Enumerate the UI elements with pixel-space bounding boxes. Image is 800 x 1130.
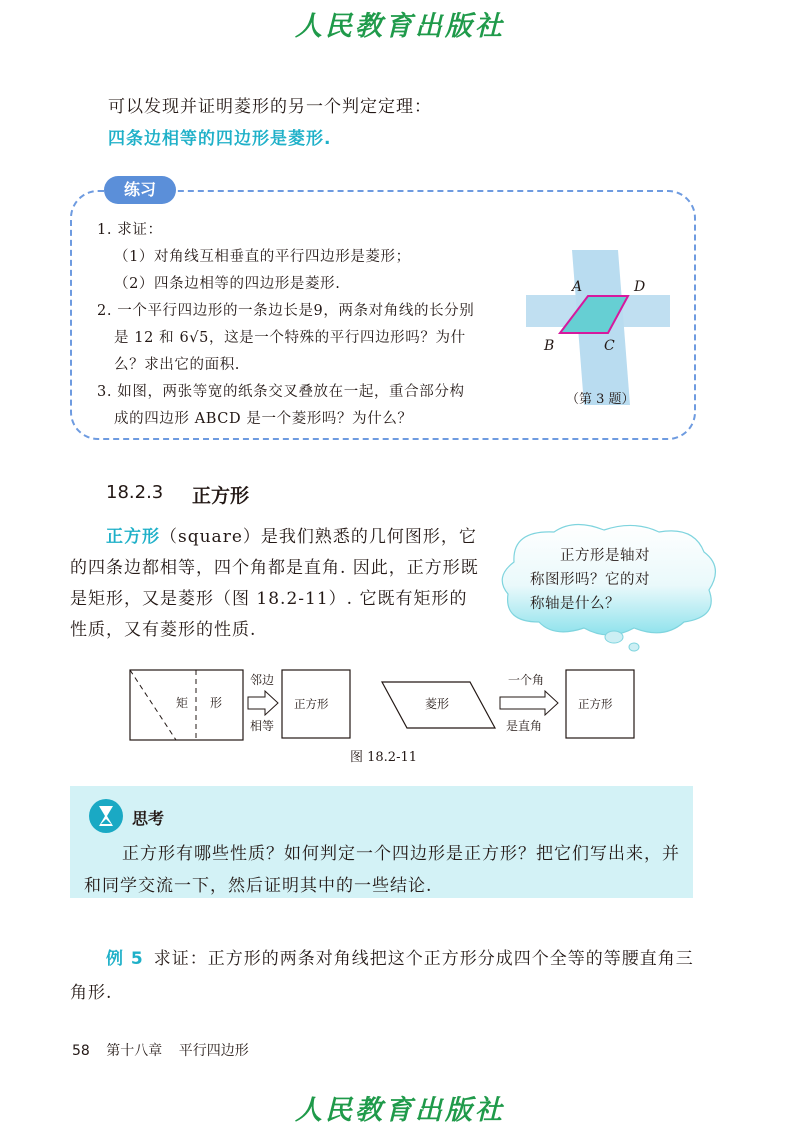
thought-cloud-text: [530, 544, 670, 616]
example-label: 例 5: [106, 949, 144, 969]
arrow1-top-label: 邻边: [250, 673, 275, 687]
exercise-line: 是 12 和 6√5，这是一个特殊的平行四边形吗？为什: [114, 330, 466, 346]
paper-strips-figure: [520, 245, 680, 405]
example-5: [70, 942, 700, 1010]
chapter-number: 第十八章: [106, 1043, 163, 1059]
page-footer: [72, 1040, 261, 1060]
think-text-block: [84, 838, 684, 902]
arrow1-bottom-label: 相等: [250, 719, 275, 733]
rect-label-2: 形: [210, 696, 223, 710]
publisher-logo-top: 人民教育出版社: [295, 11, 505, 42]
label-d: D: [634, 279, 646, 295]
hourglass-icon: [88, 798, 124, 834]
think-text: 正方形有哪些性质？如何判定一个四边形是正方形？把它们写出来，并和同学交流一下，然后证明其中的一些结论.: [84, 844, 680, 896]
square-definition-paragraph: [70, 522, 480, 646]
exercise-line: 2. 一个平行四边形的一条边长是9，两条对角线的长分别: [97, 303, 475, 319]
exercise-line: 3. 如图，两张等宽的纸条交叉叠放在一起，重合部分构: [97, 384, 465, 400]
exercise-tag: 练习: [104, 176, 176, 204]
theorem-statement: 四条边相等的四边形是菱形.: [108, 129, 332, 149]
square1-label: 正方形: [294, 697, 329, 711]
rect-label-1: 矩: [176, 696, 189, 710]
publisher-logo-bottom: 人民教育出版社: [295, 1095, 505, 1126]
arrow-1: [248, 691, 278, 715]
arrow-2: [500, 691, 558, 715]
page-number: 58: [72, 1043, 90, 1059]
cloud-line: 正方形是轴对: [560, 548, 650, 564]
term-square: 正方形: [106, 527, 160, 547]
exercise-line: （2）四条边相等的四边形是菱形.: [114, 276, 341, 292]
exercise-line: （1）对角线互相垂直的平行四边形是菱形；: [114, 249, 411, 265]
arrow2-top-label: 一个角: [508, 673, 545, 687]
figure-caption: （第 3 题）: [566, 392, 635, 407]
section-title: 正方形: [192, 485, 250, 507]
label-a: A: [572, 279, 583, 295]
chapter-title: 平行四边形: [178, 1043, 249, 1059]
exercise-line: 么？求出它的面积.: [114, 357, 241, 373]
cloud-line: 称轴是什么？: [530, 596, 620, 612]
example-text: 求证：正方形的两条对角线把这个正方形分成四个全等的等腰直角三角形.: [70, 949, 694, 1003]
label-b: B: [544, 338, 555, 354]
exercise-line: 成的四边形 ABCD 是一个菱形吗？为什么？: [114, 411, 413, 427]
think-title: 思考: [132, 809, 165, 828]
rhombus-label: 菱形: [425, 697, 450, 711]
exercise-line: 1. 求证：: [97, 222, 163, 238]
figure-18-2-11: [120, 662, 640, 742]
paragraph-text: （square）是我们熟悉的几何图形，它的四条边都相等，四个角都是直角. 因此，正方形既是矩形，又是菱形（图 18.2-11）. 它既有矩形的性质，又有菱形的性质.: [70, 527, 479, 640]
cloud-line: 称图形吗？它的对: [530, 572, 650, 588]
square2-label: 正方形: [578, 697, 613, 711]
intro-line: 可以发现并证明菱形的另一个判定定理：: [108, 97, 432, 117]
arrow2-bottom-label: 是直角: [506, 719, 543, 733]
figure-caption: 图 18.2-11: [350, 750, 418, 765]
label-c: C: [604, 338, 615, 354]
section-number: 18.2.3: [106, 482, 164, 503]
